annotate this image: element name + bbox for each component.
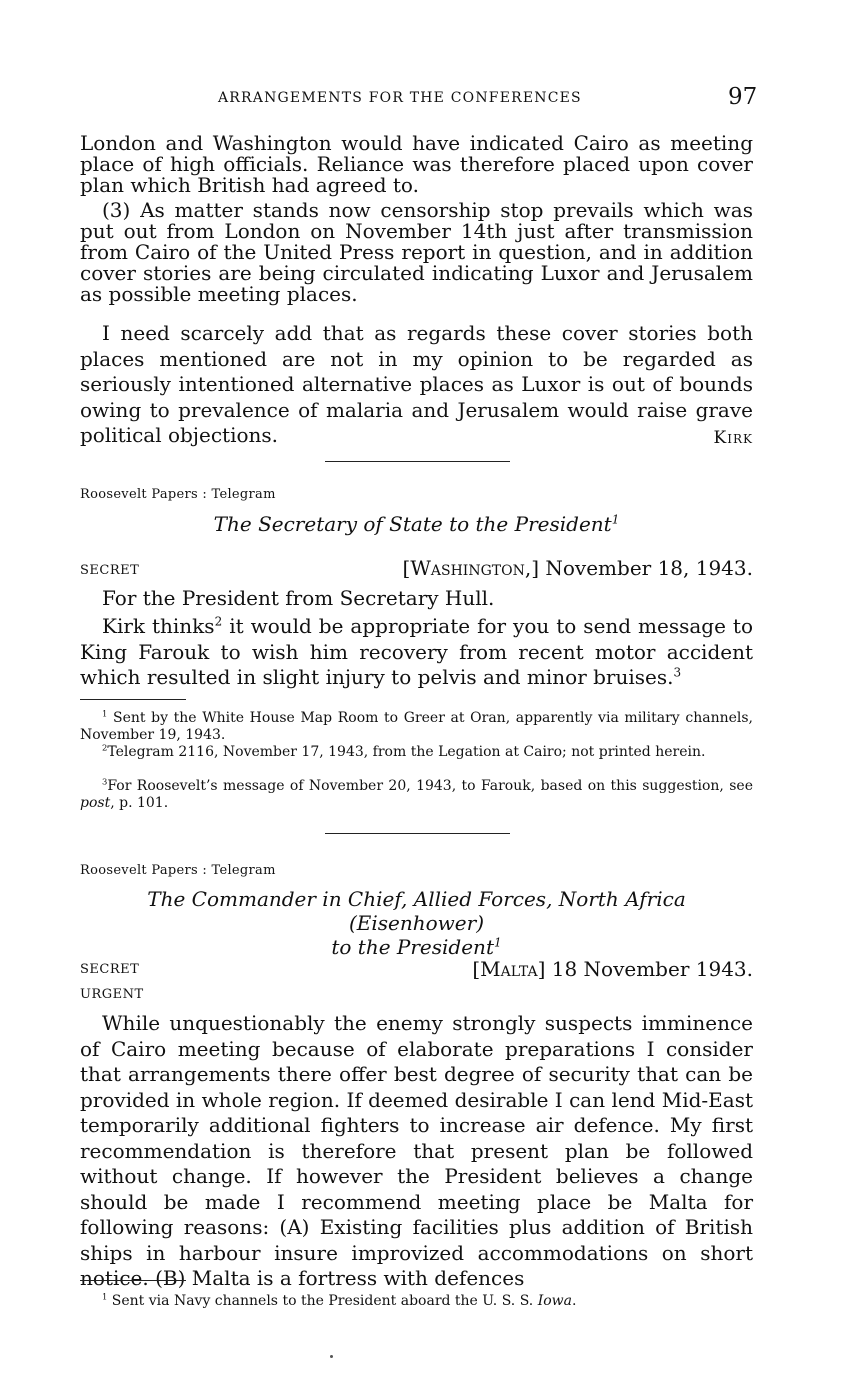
paragraph-eisenhower: While unquestionably the enemy strongly suspects imminence of Cairo meeting because of elaborate preparations I consider that arrangements there offer best degree of security that can be provided in whole region. If deemed desirable I can lend Mid-East temporarily additional fighters to increase air defence. My first recommendation is therefore that present plan be followed without change. If however the President believes a change should be made I recommend meeting place be Malta for following reasons: (A) Existing facilities plus addition of British ships in harbour insure improvized accommodations on short notice. (B) Malta is a fortress with defences [80,1011,753,1290]
footnote-rule [80,699,186,700]
print-mark [330,1355,333,1358]
paragraph-point-3: (3) As matter stands now censorship stop prevails which was put out from London on November 14th just after transmission from Cairo of the United Press report in question, and in addition cover stories are being circulated indicating Luxor and Jerusalem as possible meeting places. [80,198,753,306]
page-number: 97 [728,84,758,110]
title-line-2 [80,935,753,959]
paragraph-greeting: For the President from Secretary Hull. [102,586,495,610]
section-divider [325,833,510,834]
document-title [80,512,753,536]
footnote-text: , p. 101. [110,794,169,811]
section-divider [325,461,510,462]
signature-kirk: Kirk [713,428,753,448]
document-title [80,887,753,959]
dateline-date: 18 November 1943. [551,957,753,981]
footnote-text: . [572,1293,577,1309]
source-label: Roosevelt Papers : Telegram [80,863,276,878]
footnote-number: 2 [102,742,108,753]
footnote-text: Telegram 2116, November 17, 1943, from the Legation at Cairo; not printed herein. [107,744,706,760]
paragraph-continuation: London and Washington would have indicated Cairo as meeting place of high officials. Reliance was therefore placed upon cover plan which British had agreed to. [80,131,753,197]
title-text: to the President [331,935,494,959]
urgency-label: URGENT [80,987,144,1002]
footnote-text: Sent by the White House Map Room to Greer at Oran, apparently via military channels, November 19, 1943. [80,710,753,743]
paragraph-message [80,614,753,691]
footnote-3 [80,778,753,811]
footnote-iowa [80,1293,753,1310]
footnote-ref: 1 [611,512,620,527]
footnote-ref: 3 [673,665,682,680]
footnote-ref: 1 [493,935,502,950]
dateline: [Washington,] November 18, 1943. [402,556,753,580]
footnote-ref: 2 [214,614,223,629]
dateline: [Malta] 18 November 1943. [472,957,753,981]
source-label: Roosevelt Papers : Telegram [80,487,276,502]
dateline-place: Malta [480,957,538,981]
message-text-a: Kirk thinks [102,614,215,638]
classification-label: SECRET [80,563,140,578]
footnote-1 [80,710,753,743]
message-text-b: it would be appropriate for you to send message to King Farouk to wish him recovery from recent motor accident which resulted in slight injury to pelvis and minor bruises. [80,614,753,689]
title-text: The Secretary of State to the President [213,512,612,536]
dateline-place: Washington [410,556,525,580]
footnote-text: For Roosevelt’s message of November 20, 1943, to Farouk, based on this suggestion, see [107,778,753,794]
footnote-2 [80,744,753,761]
footnote-italic: post [80,794,111,811]
footnote-number: 1 [102,708,108,719]
footnote-number: 3 [102,776,108,787]
footnote-text: Sent via Navy channels to the President aboard the U. S. S. [107,1293,538,1309]
dateline-date: November 18, 1943. [545,556,753,580]
footnote-number: 1 [102,1291,108,1302]
running-title: ARRANGEMENTS FOR THE CONFERENCES [218,90,582,106]
classification-label: SECRET [80,962,140,977]
paragraph-cover-stories: I need scarcely add that as regards these cover stories both places mentioned are not in my opinion to be regarded as seriously intentioned alternative places as Luxor is out of bounds owing to prevalence of malaria and Jerusalem would raise grave political objections. [80,321,753,447]
title-line-1: The Commander in Chief, Allied Forces, North Africa (Eisenhower) [147,887,686,935]
footnote-italic: Iowa [537,1293,572,1309]
footnote-rule [80,1280,186,1281]
